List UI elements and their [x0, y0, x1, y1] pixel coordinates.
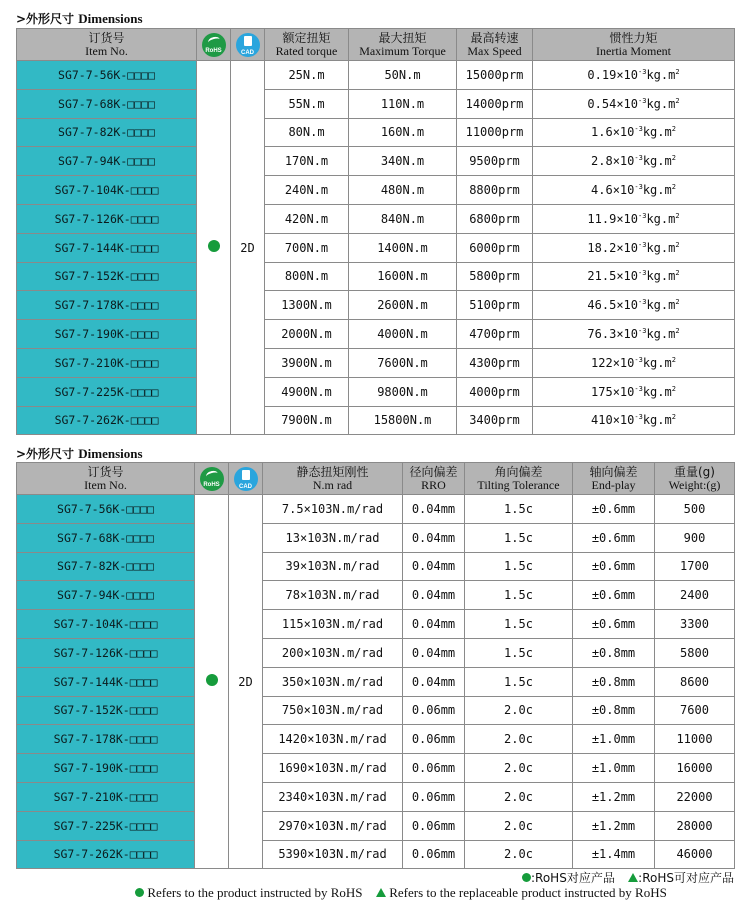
triangle-icon: [376, 888, 386, 897]
inertia-value: 4.6×10: [591, 183, 635, 198]
stiffness-cell: 13×103N.m/rad: [263, 523, 403, 552]
weight-cell: 7600: [655, 696, 735, 725]
table-row: [17, 638, 735, 667]
max-speed-cell: 5100prm: [457, 291, 533, 320]
table-row: [17, 204, 735, 233]
weight-cell: 8600: [655, 667, 735, 696]
stiffness-cell: 750×103N.m/rad: [263, 696, 403, 725]
inertia-unit: kg.m: [642, 384, 672, 399]
max-speed-cell: 11000prm: [457, 118, 533, 147]
stiffness-cell: 39×103N.m/rad: [263, 552, 403, 581]
item-no-cell: SG7-7-94K-□□□□: [17, 147, 197, 176]
rro-cell: 0.06mm: [403, 840, 465, 869]
inertia-value: 0.54×10: [587, 96, 638, 111]
item-no-cell: SG7-7-104K-□□□□: [17, 176, 197, 205]
rro-cell: 0.04mm: [403, 552, 465, 581]
end-play-cell: ±1.0mm: [573, 754, 655, 783]
inertia-cell: [533, 320, 735, 349]
inertia-cell: [533, 204, 735, 233]
end-play-cell: ±1.4mm: [573, 840, 655, 869]
inertia-unit: kg.m: [642, 413, 672, 428]
inertia-cell: [533, 348, 735, 377]
end-play-cell: ±1.0mm: [573, 725, 655, 754]
end-play-cell: ±0.8mm: [573, 638, 655, 667]
inertia-cell: [533, 406, 735, 435]
item-no-cell: SG7-7-262K-□□□□: [17, 406, 197, 435]
inertia-exponent: -3: [634, 413, 643, 422]
table-row: [17, 552, 735, 581]
triangle-icon: [628, 873, 638, 882]
item-no-cell: SG7-7-178K-□□□□: [17, 725, 195, 754]
rro-cell: 0.04mm: [403, 667, 465, 696]
inertia-exponent: -3: [634, 154, 643, 163]
table-row: [17, 754, 735, 783]
header-cad: [229, 463, 263, 495]
rated-torque-cell: 2000N.m: [265, 320, 349, 349]
rro-cell: 0.04mm: [403, 610, 465, 639]
max-torque-cell: 340N.m: [349, 147, 457, 176]
max-speed-cell: 14000prm: [457, 89, 533, 118]
max-speed-cell: 15000prm: [457, 61, 533, 90]
inertia-unit-square: 2: [671, 125, 676, 134]
weight-cell: 46000: [655, 840, 735, 869]
table-row: [17, 610, 735, 639]
weight-cell: 1700: [655, 552, 735, 581]
inertia-cell: [533, 89, 735, 118]
max-speed-cell: 6000prm: [457, 233, 533, 262]
rohs-dot-icon: [208, 240, 220, 252]
rated-torque-cell: 3900N.m: [265, 348, 349, 377]
header-rated-torque: 额定扭矩 Rated torque: [265, 29, 349, 61]
table-row: [17, 320, 735, 349]
stiffness-cell: 350×103N.m/rad: [263, 667, 403, 696]
table-header-row: [17, 29, 735, 61]
inertia-unit-square: 2: [675, 211, 680, 220]
inertia-unit-square: 2: [675, 327, 680, 336]
item-no-cell: SG7-7-190K-□□□□: [17, 754, 195, 783]
item-no-cell: SG7-7-94K-□□□□: [17, 581, 195, 610]
tilting-cell: 1.5c: [465, 667, 573, 696]
rohs-cell: [197, 61, 231, 435]
header-rro: 径向偏差 RRO: [403, 463, 465, 495]
max-torque-cell: 4000N.m: [349, 320, 457, 349]
rro-cell: 0.04mm: [403, 581, 465, 610]
table-row: [17, 147, 735, 176]
item-no-cell: SG7-7-82K-□□□□: [17, 552, 195, 581]
inertia-value: 18.2×10: [587, 240, 638, 255]
inertia-unit-square: 2: [675, 269, 680, 278]
inertia-unit-square: 2: [671, 413, 676, 422]
inertia-unit: kg.m: [642, 154, 672, 169]
stiffness-cell: 7.5×103N.m/rad: [263, 495, 403, 524]
legend-en: Refers to the product instructed by RoHS Refers to the replaceable product instructed by RoHS: [135, 885, 667, 901]
inertia-exponent: -3: [638, 240, 647, 249]
table-row: [17, 118, 735, 147]
inertia-exponent: -3: [638, 67, 647, 76]
weight-cell: 5800: [655, 638, 735, 667]
header-item-no: 订货号 Item No.: [17, 463, 195, 495]
rated-torque-cell: 25N.m: [265, 61, 349, 90]
item-no-cell: SG7-7-68K-□□□□: [17, 523, 195, 552]
stiffness-cell: 78×103N.m/rad: [263, 581, 403, 610]
inertia-cell: [533, 147, 735, 176]
inertia-unit-square: 2: [675, 240, 680, 249]
end-play-cell: ±0.8mm: [573, 696, 655, 725]
rohs-dot-icon: [522, 873, 531, 882]
tilting-cell: 1.5c: [465, 610, 573, 639]
item-no-cell: SG7-7-210K-□□□□: [17, 348, 197, 377]
inertia-exponent: -3: [634, 384, 643, 393]
table-row: [17, 495, 735, 524]
inertia-value: 410×10: [591, 413, 635, 428]
tilting-cell: 2.0c: [465, 725, 573, 754]
rated-torque-cell: 700N.m: [265, 233, 349, 262]
inertia-cell: [533, 176, 735, 205]
table-row: [17, 89, 735, 118]
torque-spec-table: [16, 28, 735, 435]
inertia-unit-square: 2: [671, 355, 676, 364]
item-no-cell: SG7-7-68K-□□□□: [17, 89, 197, 118]
inertia-exponent: -3: [634, 183, 643, 192]
rated-torque-cell: 4900N.m: [265, 377, 349, 406]
inertia-unit: kg.m: [646, 327, 676, 342]
rated-torque-cell: 240N.m: [265, 176, 349, 205]
inertia-unit: kg.m: [646, 240, 676, 255]
cad-cell: [229, 495, 263, 869]
item-no-cell: SG7-7-104K-□□□□: [17, 610, 195, 639]
rro-cell: 0.04mm: [403, 495, 465, 524]
end-play-cell: ±0.6mm: [573, 610, 655, 639]
header-stiffness: 静态扭矩刚性 N.m rad: [263, 463, 403, 495]
rro-cell: 0.04mm: [403, 638, 465, 667]
table-row: [17, 667, 735, 696]
stiffness-cell: 1420×103N.m/rad: [263, 725, 403, 754]
item-no-cell: SG7-7-144K-□□□□: [17, 667, 195, 696]
header-rohs: [197, 29, 231, 61]
inertia-unit-square: 2: [675, 298, 680, 307]
max-torque-cell: 110N.m: [349, 89, 457, 118]
item-no-cell: SG7-7-152K-□□□□: [17, 696, 195, 725]
tilting-cell: 2.0c: [465, 754, 573, 783]
weight-cell: 11000: [655, 725, 735, 754]
table-row: [17, 406, 735, 435]
table-row: [17, 233, 735, 262]
inertia-unit: kg.m: [642, 183, 672, 198]
table-row: [17, 291, 735, 320]
table-row: [17, 782, 735, 811]
tilting-cell: 1.5c: [465, 552, 573, 581]
weight-cell: 3300: [655, 610, 735, 639]
tilting-cell: 2.0c: [465, 811, 573, 840]
max-speed-cell: 5800prm: [457, 262, 533, 291]
max-speed-cell: 9500prm: [457, 147, 533, 176]
table-header-row: [17, 463, 735, 495]
end-play-cell: ±0.6mm: [573, 581, 655, 610]
max-torque-cell: 15800N.m: [349, 406, 457, 435]
inertia-cell: [533, 262, 735, 291]
header-tilting: 角向偏差 Tilting Tolerance: [465, 463, 573, 495]
max-speed-cell: 4000prm: [457, 377, 533, 406]
rated-torque-cell: 55N.m: [265, 89, 349, 118]
cad-icon: CAD: [234, 467, 258, 491]
item-no-cell: SG7-7-126K-□□□□: [17, 638, 195, 667]
rated-torque-cell: 80N.m: [265, 118, 349, 147]
rated-torque-cell: 170N.m: [265, 147, 349, 176]
end-play-cell: ±0.6mm: [573, 495, 655, 524]
inertia-unit: kg.m: [646, 269, 676, 284]
end-play-cell: ±1.2mm: [573, 811, 655, 840]
inertia-exponent: -3: [634, 125, 643, 134]
inertia-unit-square: 2: [675, 67, 680, 76]
inertia-exponent: -3: [638, 298, 647, 307]
table-row: [17, 725, 735, 754]
item-no-cell: SG7-7-210K-□□□□: [17, 782, 195, 811]
max-torque-cell: 7600N.m: [349, 348, 457, 377]
table-row: [17, 348, 735, 377]
item-no-cell: SG7-7-56K-□□□□: [17, 495, 195, 524]
section-title-2: >外形尺寸 Dimensions: [16, 446, 143, 461]
table-row: [17, 377, 735, 406]
rro-cell: 0.06mm: [403, 754, 465, 783]
inertia-exponent: -3: [638, 327, 647, 336]
max-torque-cell: 9800N.m: [349, 377, 457, 406]
rated-torque-cell: 7900N.m: [265, 406, 349, 435]
end-play-cell: ±0.6mm: [573, 523, 655, 552]
rohs-dot-icon: [135, 888, 144, 897]
stiffness-cell: 200×103N.m/rad: [263, 638, 403, 667]
item-no-cell: SG7-7-178K-□□□□: [17, 291, 197, 320]
inertia-unit: kg.m: [646, 211, 676, 226]
table-row: [17, 262, 735, 291]
rohs-icon: RoHS: [202, 33, 226, 57]
cad-value: 2D: [240, 240, 255, 255]
weight-cell: 22000: [655, 782, 735, 811]
stiffness-cell: 5390×103N.m/rad: [263, 840, 403, 869]
inertia-value: 76.3×10: [587, 327, 638, 342]
rated-torque-cell: 800N.m: [265, 262, 349, 291]
legend-zh: :RoHS对应产品 :RoHS可对应产品: [522, 869, 734, 886]
max-speed-cell: 8800prm: [457, 176, 533, 205]
rohs-cell: [195, 495, 229, 869]
max-speed-cell: 4300prm: [457, 348, 533, 377]
table-row: [17, 176, 735, 205]
inertia-unit-square: 2: [671, 384, 676, 393]
cad-icon: CAD: [236, 33, 260, 57]
tilting-cell: 1.5c: [465, 523, 573, 552]
weight-cell: 2400: [655, 581, 735, 610]
max-speed-cell: 6800prm: [457, 204, 533, 233]
rated-torque-cell: 1300N.m: [265, 291, 349, 320]
tilting-cell: 2.0c: [465, 782, 573, 811]
item-no-cell: SG7-7-225K-□□□□: [17, 811, 195, 840]
cad-cell: [231, 61, 265, 435]
max-torque-cell: 1400N.m: [349, 233, 457, 262]
rro-cell: 0.06mm: [403, 782, 465, 811]
inertia-cell: [533, 291, 735, 320]
rro-cell: 0.06mm: [403, 696, 465, 725]
header-weight: 重量(g) Weight:(g): [655, 463, 735, 495]
inertia-unit: kg.m: [642, 355, 672, 370]
inertia-unit-square: 2: [675, 96, 680, 105]
stiffness-cell: 2970×103N.m/rad: [263, 811, 403, 840]
rro-cell: 0.06mm: [403, 725, 465, 754]
inertia-value: 2.8×10: [591, 154, 635, 169]
table-row: [17, 523, 735, 552]
inertia-value: 11.9×10: [587, 211, 638, 226]
max-speed-cell: 4700prm: [457, 320, 533, 349]
item-no-cell: SG7-7-144K-□□□□: [17, 233, 197, 262]
inertia-unit-square: 2: [671, 183, 676, 192]
end-play-cell: ±0.6mm: [573, 552, 655, 581]
item-no-cell: SG7-7-152K-□□□□: [17, 262, 197, 291]
inertia-value: 21.5×10: [587, 269, 638, 284]
stiffness-cell: 115×103N.m/rad: [263, 610, 403, 639]
inertia-exponent: -3: [638, 269, 647, 278]
inertia-unit-square: 2: [671, 154, 676, 163]
section-title-1: >外形尺寸 Dimensions: [16, 11, 143, 26]
weight-cell: 900: [655, 523, 735, 552]
inertia-cell: [533, 233, 735, 262]
item-no-cell: SG7-7-190K-□□□□: [17, 320, 197, 349]
table-row: [17, 840, 735, 869]
stiffness-spec-table: [16, 462, 735, 869]
tilting-cell: 1.5c: [465, 581, 573, 610]
end-play-cell: ±1.2mm: [573, 782, 655, 811]
table-row: [17, 811, 735, 840]
tilting-cell: 2.0c: [465, 696, 573, 725]
inertia-unit: kg.m: [646, 67, 676, 82]
inertia-value: 0.19×10: [587, 67, 638, 82]
header-inertia: 惯性力矩 Inertia Moment: [533, 29, 735, 61]
inertia-cell: [533, 377, 735, 406]
inertia-value: 175×10: [591, 384, 635, 399]
header-max-torque: 最大扭矩 Maximum Torque: [349, 29, 457, 61]
rohs-icon: RoHS: [200, 467, 224, 491]
table-row: [17, 581, 735, 610]
max-torque-cell: 1600N.m: [349, 262, 457, 291]
inertia-exponent: -3: [638, 96, 647, 105]
rated-torque-cell: 420N.m: [265, 204, 349, 233]
tilting-cell: 1.5c: [465, 638, 573, 667]
tilting-cell: 1.5c: [465, 495, 573, 524]
rohs-dot-icon: [206, 674, 218, 686]
item-no-cell: SG7-7-56K-□□□□: [17, 61, 197, 90]
stiffness-cell: 1690×103N.m/rad: [263, 754, 403, 783]
max-torque-cell: 840N.m: [349, 204, 457, 233]
table-row: [17, 61, 735, 90]
header-end-play: 轴向偏差 End-play: [573, 463, 655, 495]
item-no-cell: SG7-7-126K-□□□□: [17, 204, 197, 233]
item-no-cell: SG7-7-82K-□□□□: [17, 118, 197, 147]
inertia-cell: [533, 61, 735, 90]
inertia-unit: kg.m: [642, 125, 672, 140]
header-item-no: 订货号 Item No.: [17, 29, 197, 61]
inertia-exponent: -3: [634, 355, 643, 364]
max-speed-cell: 3400prm: [457, 406, 533, 435]
item-no-cell: SG7-7-225K-□□□□: [17, 377, 197, 406]
weight-cell: 16000: [655, 754, 735, 783]
max-torque-cell: 2600N.m: [349, 291, 457, 320]
inertia-exponent: -3: [638, 211, 647, 220]
end-play-cell: ±0.8mm: [573, 667, 655, 696]
inertia-value: 46.5×10: [587, 298, 638, 313]
inertia-value: 1.6×10: [591, 125, 635, 140]
rro-cell: 0.04mm: [403, 523, 465, 552]
cad-value: 2D: [238, 674, 253, 689]
header-cad: [231, 29, 265, 61]
item-no-cell: SG7-7-262K-□□□□: [17, 840, 195, 869]
inertia-unit: kg.m: [646, 96, 676, 111]
inertia-value: 122×10: [591, 355, 635, 370]
header-max-speed: 最高转速 Max Speed: [457, 29, 533, 61]
stiffness-cell: 2340×103N.m/rad: [263, 782, 403, 811]
tilting-cell: 2.0c: [465, 840, 573, 869]
inertia-cell: [533, 118, 735, 147]
inertia-unit: kg.m: [646, 298, 676, 313]
max-torque-cell: 160N.m: [349, 118, 457, 147]
rro-cell: 0.06mm: [403, 811, 465, 840]
max-torque-cell: 480N.m: [349, 176, 457, 205]
table-row: [17, 696, 735, 725]
weight-cell: 500: [655, 495, 735, 524]
max-torque-cell: 50N.m: [349, 61, 457, 90]
header-rohs: [195, 463, 229, 495]
weight-cell: 28000: [655, 811, 735, 840]
